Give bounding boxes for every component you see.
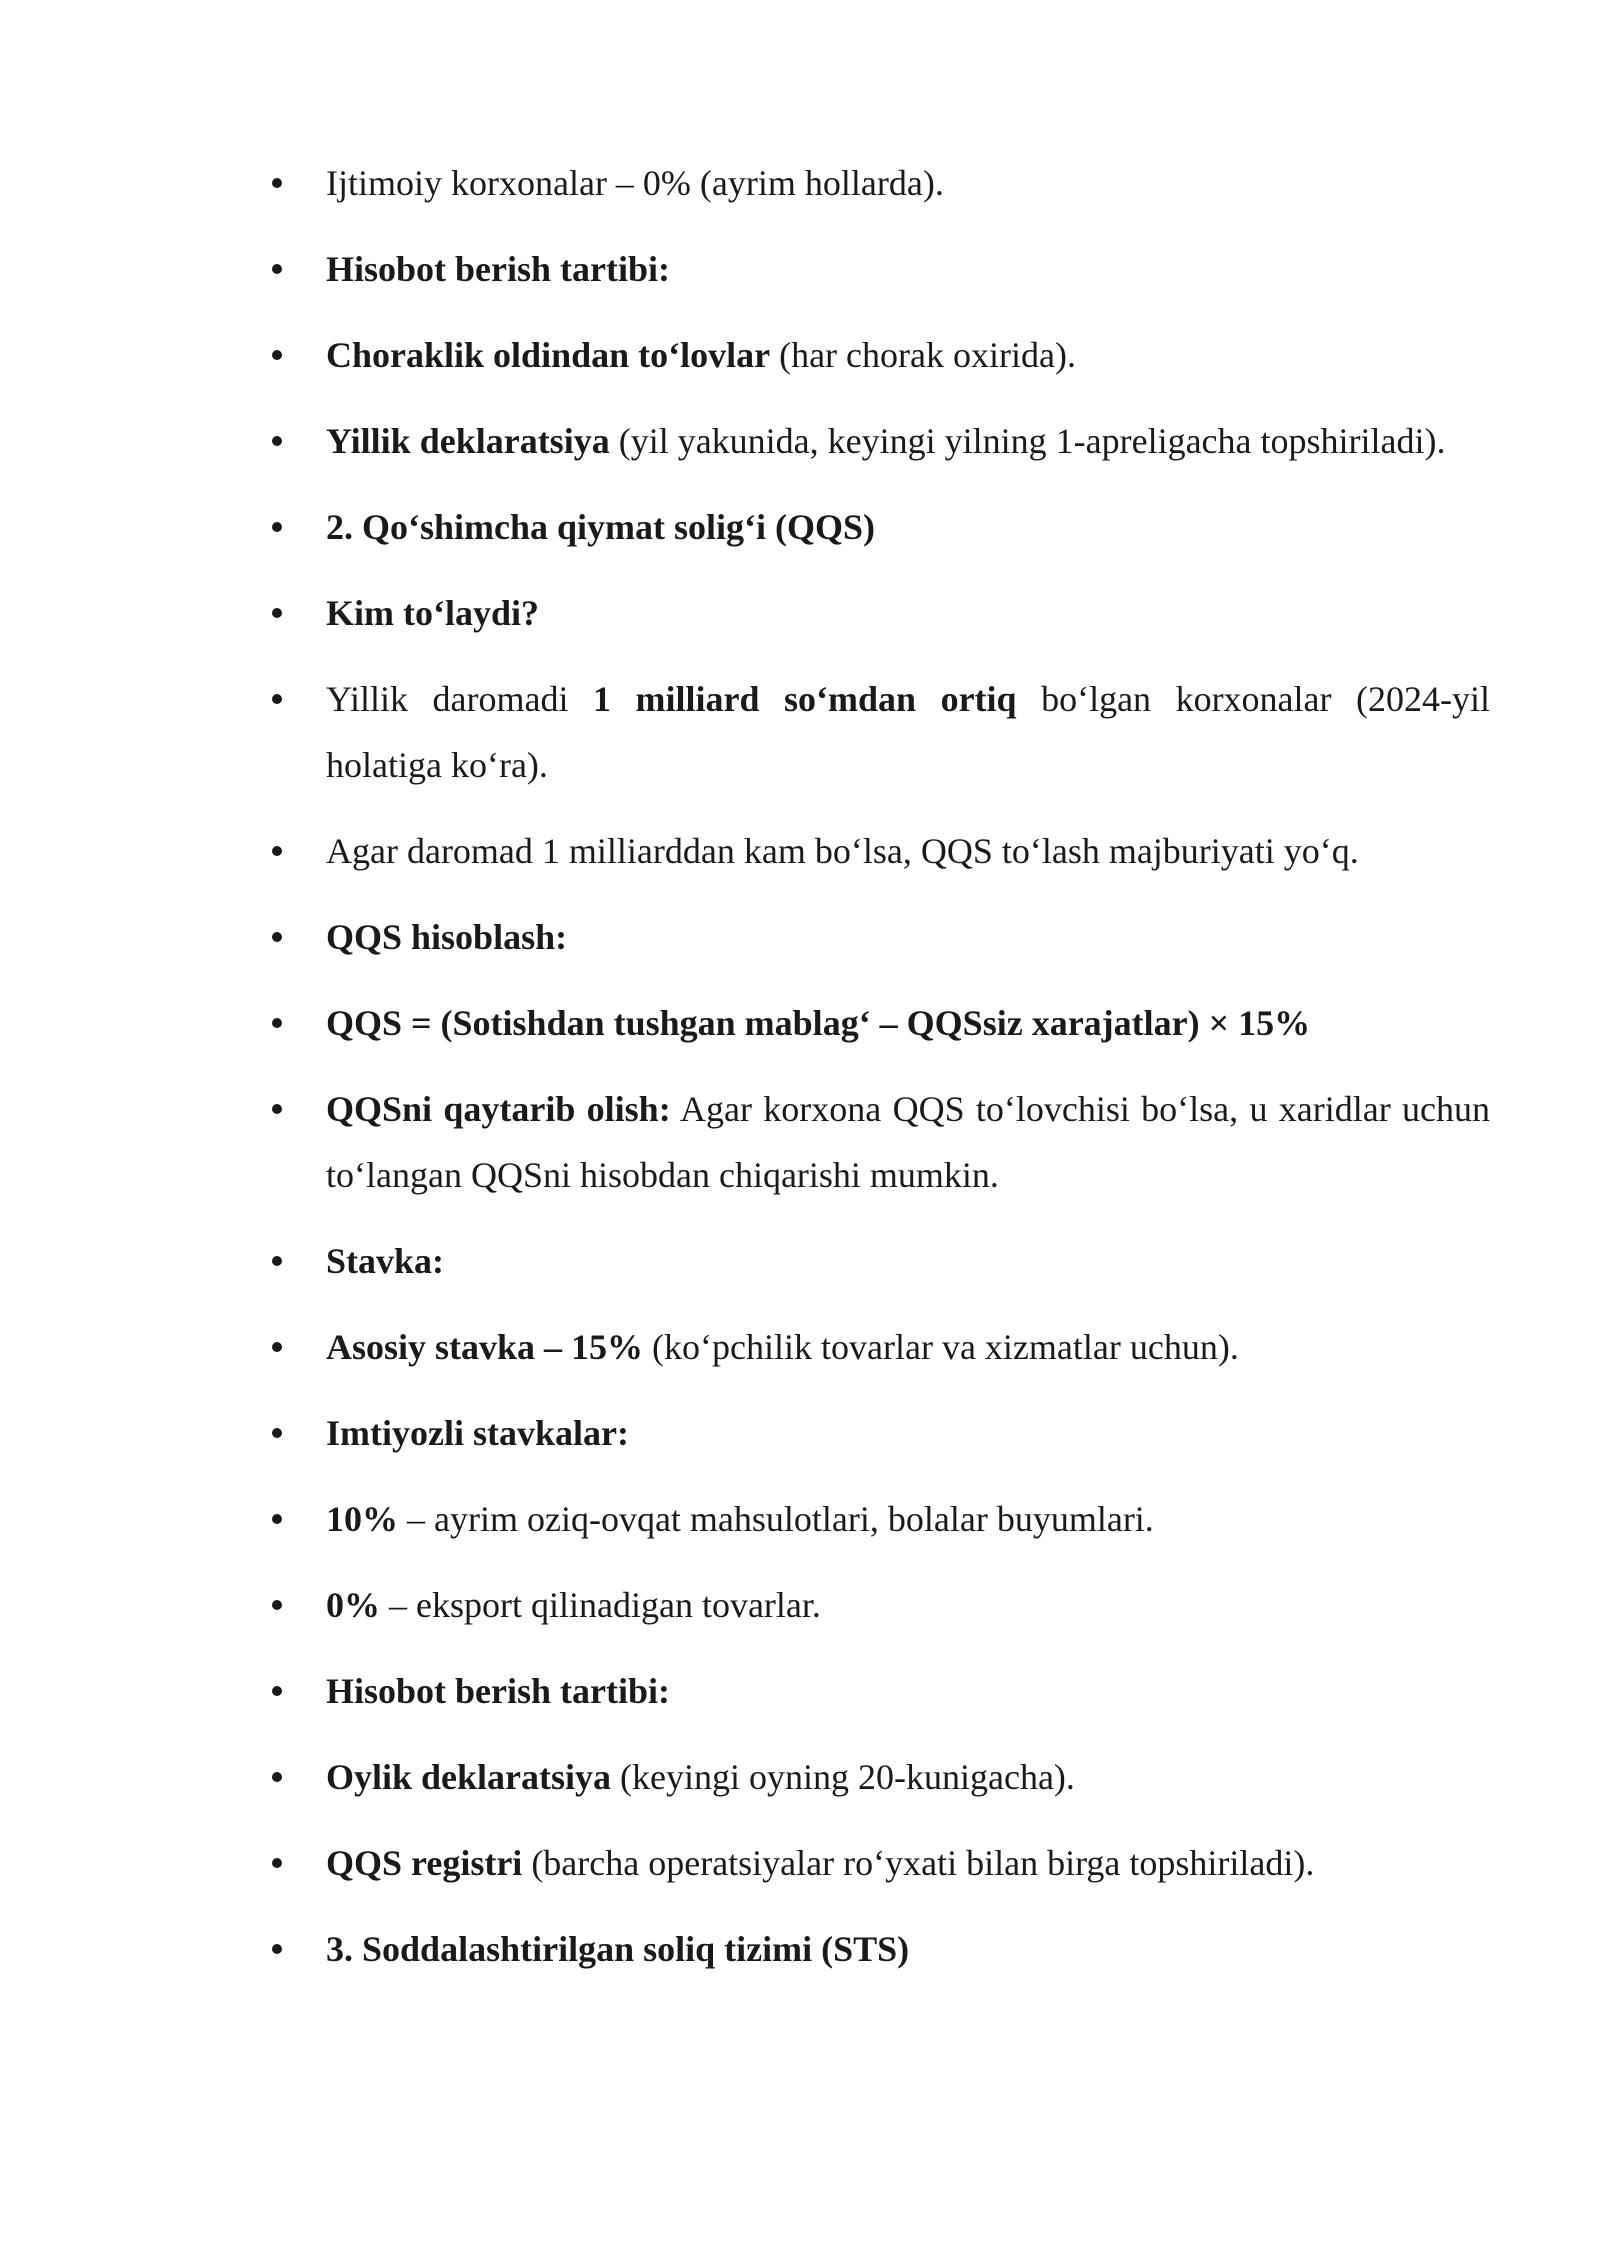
bullet-icon: [270, 818, 284, 884]
item-bold-text: Kim to‘laydi?: [326, 593, 539, 633]
item-text: Agar korxona QQS to‘lovchisi bo‘lsa, u xaridlar uchun to‘langan QQSni hisobdan chiqarishi mumkin.: [326, 1089, 1490, 1195]
item-bold-inline: 1 milliard so‘mdan ortiq: [593, 679, 1017, 719]
bullet-icon: [270, 494, 284, 560]
item-text: – eksport qilinadigan tovarlar.: [380, 1585, 821, 1625]
bullet-icon: [270, 1314, 284, 1380]
item-bold-text: Asosiy stavka – 15%: [326, 1327, 644, 1367]
list-item: [270, 580, 1490, 646]
item-text: (yil yakunida, keyingi yilning 1-apreligacha topshiriladi).: [609, 421, 1446, 461]
bullet-icon: [270, 1658, 284, 1724]
item-bold-text: Choraklik oldindan to‘lovlar: [326, 335, 771, 375]
bullet-icon: [270, 1076, 284, 1142]
list-item: [270, 1830, 1490, 1896]
item-bold-text: QQS registri: [326, 1843, 523, 1883]
item-text: (barcha operatsiyalar ro‘yxati bilan birga topshiriladi).: [522, 1843, 1315, 1883]
list-item: [270, 904, 1490, 970]
list-item: [270, 150, 1490, 216]
list-item: [270, 236, 1490, 302]
list-item: [270, 322, 1490, 388]
item-bold-text: 0%: [326, 1585, 380, 1625]
bullet-icon: [270, 580, 284, 646]
list-item: [270, 666, 1490, 798]
list-item: [270, 1916, 1490, 1982]
list-item: [270, 1228, 1490, 1294]
bullet-icon: [270, 1400, 284, 1466]
bullet-icon: [270, 1830, 284, 1896]
item-bold-text: Hisobot berish tartibi:: [326, 249, 671, 289]
item-text: – ayrim oziq-ovqat mahsulotlari, bolalar buyumlari.: [398, 1499, 1154, 1539]
section-heading: 2. Qo‘shimcha qiymat solig‘i (QQS): [326, 507, 876, 547]
item-bold-text: 10%: [326, 1499, 398, 1539]
item-bold-text: Stavka:: [326, 1241, 445, 1281]
list-item: [270, 494, 1490, 560]
bullet-icon: [270, 1228, 284, 1294]
item-bold-text: Oylik deklaratsiya: [326, 1757, 612, 1797]
list-item: [270, 1400, 1490, 1466]
list-item: [270, 818, 1490, 884]
list-item: [270, 1572, 1490, 1638]
item-bold-text: QQSni qaytarib olish:: [326, 1089, 671, 1129]
item-text: (har chorak oxirida).: [770, 335, 1076, 375]
bullet-icon: [270, 990, 284, 1056]
list-item: [270, 990, 1490, 1056]
item-text: (ko‘pchilik tovarlar va xizmatlar uchun).: [643, 1327, 1239, 1367]
item-bold-text: QQS hisoblash:: [326, 917, 568, 957]
item-text: Yillik daromadi: [326, 679, 593, 719]
item-bold-text: Hisobot berish tartibi:: [326, 1671, 671, 1711]
list-item: [270, 1486, 1490, 1552]
bullet-icon: [270, 408, 284, 474]
item-text: Ijtimoiy korxonalar – 0% (ayrim hollarda).: [326, 163, 944, 203]
bullet-icon: [270, 150, 284, 216]
bullet-icon: [270, 1486, 284, 1552]
item-text: (keyingi oyning 20-kunigacha).: [611, 1757, 1075, 1797]
bullet-icon: [270, 904, 284, 970]
bullet-list: [270, 150, 1490, 2002]
item-tail-text: bo‘lgan korxonalar (2024-yil holatiga ko‘ra).: [326, 679, 1490, 785]
bullet-icon: [270, 322, 284, 388]
list-item: [270, 1744, 1490, 1810]
bullet-icon: [270, 1744, 284, 1810]
bullet-icon: [270, 236, 284, 302]
item-text: Agar daromad 1 milliarddan kam bo‘lsa, QQS to‘lash majburiyati yo‘q.: [326, 831, 1359, 871]
section-heading: 3. Soddalashtirilgan soliq tizimi (STS): [326, 1929, 910, 1969]
bullet-icon: [270, 1916, 284, 1982]
bullet-icon: [270, 666, 284, 732]
list-item: [270, 1314, 1490, 1380]
list-item: [270, 1658, 1490, 1724]
formula-text: QQS = (Sotishdan tushgan mablag‘ – QQSsiz xarajatlar) × 15%: [326, 1003, 1311, 1043]
list-item: [270, 1076, 1490, 1208]
bullet-icon: [270, 1572, 284, 1638]
item-bold-text: Yillik deklaratsiya: [326, 421, 610, 461]
list-item: [270, 408, 1490, 474]
item-bold-text: Imtiyozli stavkalar:: [326, 1413, 629, 1453]
